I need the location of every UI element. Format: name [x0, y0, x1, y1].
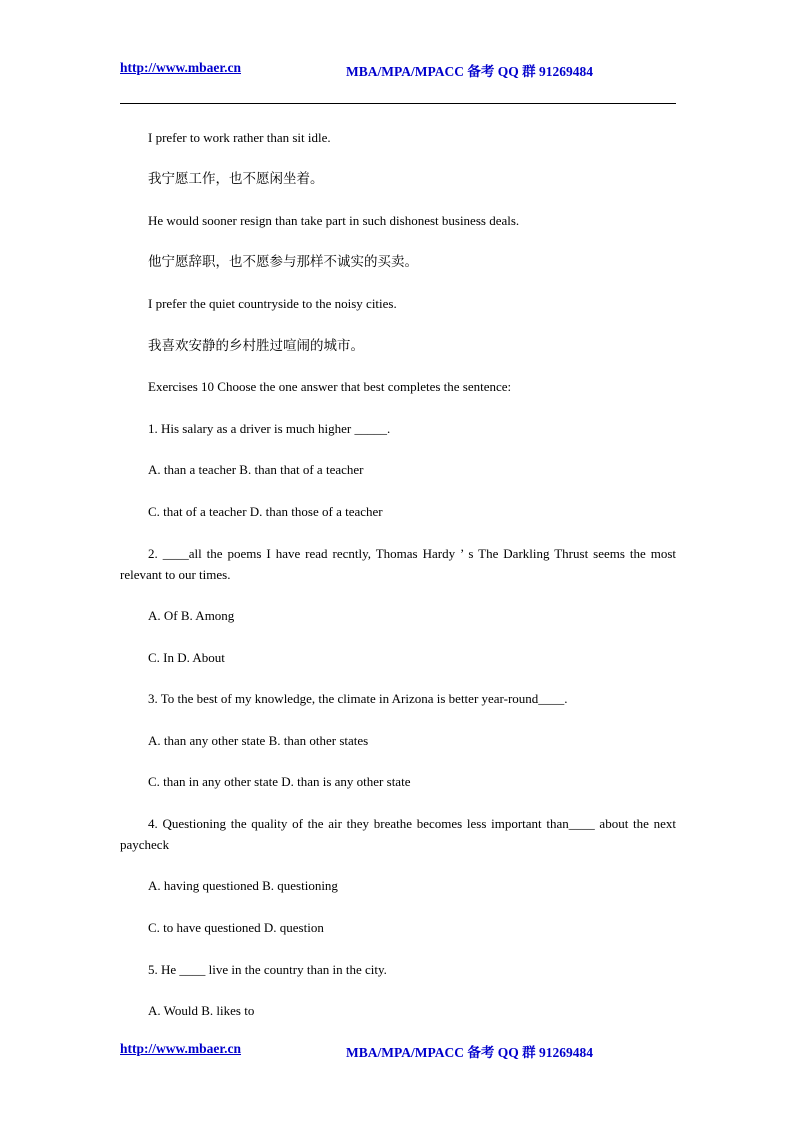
sentence-chinese-3: 我喜欢安静的乡村胜过喧闹的城市。	[148, 338, 364, 354]
question-2-options-cd: C. In D. About	[148, 650, 225, 665]
footer-site-link[interactable]: http://www.mbaer.cn	[120, 1041, 242, 1056]
question-5: 5. He ____ live in the country than in the city.	[148, 962, 387, 977]
exercise-heading: Exercises 10 Choose the one answer that best completes the sentence:	[148, 379, 512, 394]
question-1: 1. His salary as a driver is much higher _____.	[148, 421, 391, 436]
header-qq-group-text: MBA/MPA/MPACC 备考 QQ 群 91269484	[346, 64, 593, 79]
sentence-english-1: I prefer to work rather than sit idle.	[148, 130, 331, 145]
sentence-chinese-2: 他宁愿辞职，也不愿参与那样不诚实的买卖。	[148, 254, 418, 270]
header-site-link[interactable]: http://www.mbaer.cn	[120, 60, 242, 75]
question-4: 4. Questioning the quality of the air they breathe becomes less important than____ about the next paycheck	[120, 816, 676, 852]
question-2: 2. ____all the poems I have read recntly, Thomas Hardy ’ s The Darkling Thrust seems the most relevant to our times.	[120, 546, 676, 582]
page-header	[120, 60, 676, 78]
question-2-options-ab: A. Of B. Among	[148, 608, 235, 623]
question-3: 3. To the best of my knowledge, the climate in Arizona is better year-round____.	[148, 691, 568, 706]
question-3-options-cd: C. than in any other state D. than is any other state	[148, 774, 411, 789]
sentence-english-3: I prefer the quiet countryside to the noisy cities.	[148, 296, 397, 311]
sentence-chinese-1: 我宁愿工作，也不愿闲坐着。	[148, 171, 324, 187]
page-footer	[120, 1041, 676, 1059]
sentence-english-2: He would sooner resign than take part in such dishonest business deals.	[148, 213, 520, 228]
question-4-options-ab: A. having questioned B. questioning	[148, 878, 338, 893]
question-4-options-cd: C. to have questioned D. question	[148, 920, 324, 935]
header-divider	[120, 103, 676, 104]
question-1-options-ab: A. than a teacher B. than that of a teacher	[148, 462, 364, 477]
question-1-options-cd: C. that of a teacher D. than those of a teacher	[148, 504, 383, 519]
question-3-options-ab: A. than any other state B. than other states	[148, 733, 369, 748]
question-5-options-ab: A. Would B. likes to	[148, 1003, 255, 1018]
footer-qq-group-text: MBA/MPA/MPACC 备考 QQ 群 91269484	[346, 1045, 593, 1060]
